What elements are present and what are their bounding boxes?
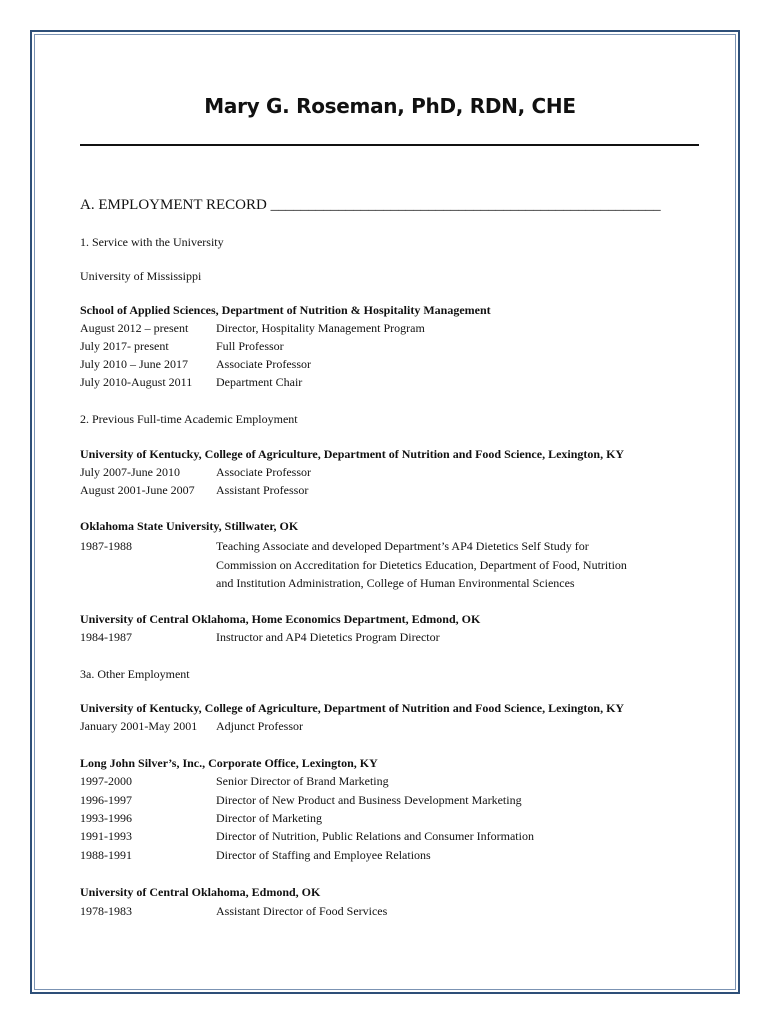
unit-heading: School of Applied Sciences, Department of Nutrition & Hospitality Management: [80, 303, 491, 317]
employment-row: January 2001-May 2001 Adjunct Professor: [80, 719, 303, 733]
employment-row: 1996-1997 Director of New Product and Business Development Marketing: [80, 793, 522, 807]
page-title: Mary G. Roseman, PhD, RDN, CHE: [204, 94, 576, 118]
employment-row: July 2017- present Full Professor: [80, 339, 284, 353]
org-heading: University of Central Oklahoma, Home Economics Department, Edmond, OK: [80, 612, 481, 626]
org-heading: University of Kentucky, College of Agriculture, Department of Nutrition and Food Science, Lexington, KY: [80, 701, 625, 715]
org-heading: Long John Silver’s, Inc., Corporate Office, Lexington, KY: [80, 756, 378, 770]
employment-row: July 2007-June 2010 Associate Professor: [80, 465, 311, 479]
subsection-heading-other: 3a. Other Employment: [80, 667, 190, 681]
section-heading-employment: A. EMPLOYMENT RECORD ____________________________________________________: [80, 197, 661, 213]
employment-row: July 2010 – June 2017 Associate Professor: [80, 357, 311, 371]
employment-row: 1984-1987 Instructor and AP4 Dietetics Program Director: [80, 630, 440, 644]
title-divider: [80, 144, 699, 146]
subsection-heading-service: 1. Service with the University: [80, 235, 224, 249]
org-heading: University of Kentucky, College of Agriculture, Department of Nutrition and Food Science, Lexington, KY: [80, 447, 625, 461]
subsection-heading-previous: 2. Previous Full-time Academic Employment: [80, 412, 298, 426]
employment-row: 1991-1993 Director of Nutrition, Public Relations and Consumer Information: [80, 829, 534, 843]
org-heading: Oklahoma State University, Stillwater, OK: [80, 519, 299, 533]
employment-row: August 2001-June 2007 Assistant Professor: [80, 483, 309, 497]
employment-row: 1993-1996 Director of Marketing: [80, 811, 322, 825]
institution-name: University of Mississippi: [80, 269, 202, 283]
employment-row: 1978-1983 Assistant Director of Food Services: [80, 904, 388, 918]
employment-row: July 2010-August 2011 Department Chair: [80, 375, 303, 389]
employment-row: 1997-2000 Senior Director of Brand Marketing: [80, 774, 389, 788]
org-heading: University of Central Oklahoma, Edmond, OK: [80, 885, 321, 899]
employment-date: 1987-1988: [80, 539, 132, 553]
employment-row: August 2012 – present Director, Hospitality Management Program: [80, 321, 425, 335]
employment-row: 1988-1991 Director of Staffing and Employee Relations: [80, 848, 431, 862]
employment-description: Teaching Associate and developed Department’s AP4 Dietetics Self Study for Commission on Accreditation for Dietetics Education, Department of Food, Nutrition and Institution Administration, College of Human Environmental Sciences: [216, 539, 627, 590]
